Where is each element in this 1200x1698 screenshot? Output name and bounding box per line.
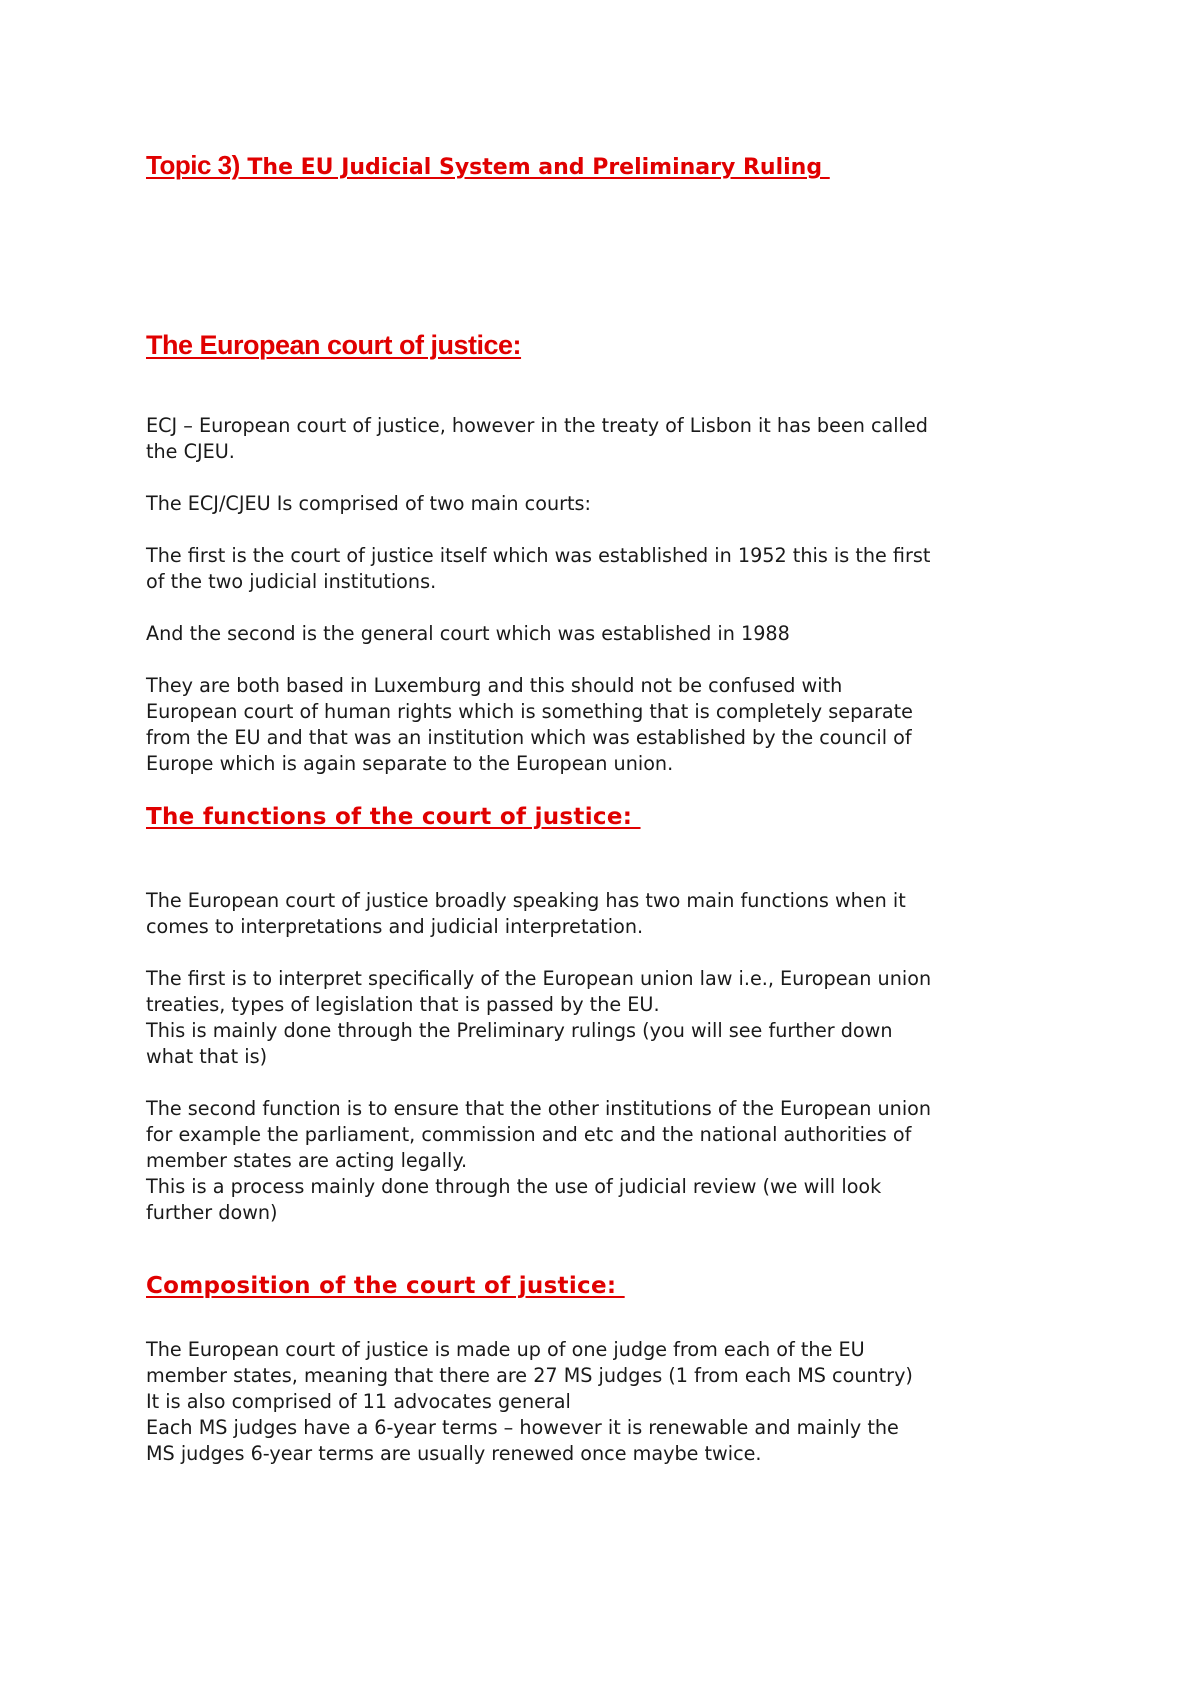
functions-paragraph-3 bbox=[146, 1096, 1076, 1226]
text-line: comes to interpretations and judicial interpretation. bbox=[146, 915, 644, 938]
section-heading-ecj: The European court of justice: bbox=[146, 330, 522, 360]
text-line: further down) bbox=[146, 1201, 278, 1224]
text-line: what that is) bbox=[146, 1045, 268, 1068]
functions-paragraph-2 bbox=[146, 966, 1076, 1070]
text-line: It is also comprised of 11 advocates general bbox=[146, 1390, 571, 1413]
text-line: The second function is to ensure that the other institutions of the European union bbox=[146, 1097, 932, 1120]
ecj-paragraph-1 bbox=[146, 413, 1076, 465]
composition-paragraph-1 bbox=[146, 1337, 1076, 1467]
text-line: This is mainly done through the Preliminary rulings (you will see further down bbox=[146, 1019, 893, 1042]
ecj-paragraph-5 bbox=[146, 673, 1076, 777]
text-line: for example the parliament, commission and etc and the national authorities of bbox=[146, 1123, 912, 1146]
text-line: from the EU and that was an institution which was established by the council of bbox=[146, 726, 912, 749]
text-line: The first is to interpret specifically of the European union law i.e., European union bbox=[146, 967, 932, 990]
text-line: ECJ – European court of justice, however in the treaty of Lisbon it has been called bbox=[146, 414, 928, 437]
document-title bbox=[146, 150, 830, 181]
text-line: The ECJ/CJEU Is comprised of two main courts: bbox=[146, 492, 591, 515]
text-line: of the two judicial institutions. bbox=[146, 570, 437, 593]
title-text: The EU Judicial System and Preliminary Ruling bbox=[239, 155, 830, 180]
section-heading-functions: The functions of the court of justice: bbox=[146, 804, 641, 830]
text-line: member states are acting legally. bbox=[146, 1149, 468, 1172]
text-line: European court of human rights which is something that is completely separate bbox=[146, 700, 913, 723]
text-line: the CJEU. bbox=[146, 440, 235, 463]
text-line: Europe which is again separate to the European union. bbox=[146, 752, 674, 775]
title-prefix: Topic 3) bbox=[146, 150, 240, 180]
text-line: They are both based in Luxemburg and this should not be confused with bbox=[146, 674, 843, 697]
text-line: The European court of justice is made up of one judge from each of the EU bbox=[146, 1338, 865, 1361]
text-line: Each MS judges have a 6-year terms – however it is renewable and mainly the bbox=[146, 1416, 899, 1439]
text-line: treaties, types of legislation that is passed by the EU. bbox=[146, 993, 660, 1016]
text-line: The first is the court of justice itself which was established in 1952 this is the first bbox=[146, 544, 931, 567]
text-line: This is a process mainly done through the use of judicial review (we will look bbox=[146, 1175, 882, 1198]
section-heading-composition: Composition of the court of justice: bbox=[146, 1273, 625, 1299]
text-line: The European court of justice broadly speaking has two main functions when it bbox=[146, 889, 906, 912]
text-line: MS judges 6-year terms are usually renewed once maybe twice. bbox=[146, 1442, 762, 1465]
functions-paragraph-1 bbox=[146, 888, 1076, 940]
ecj-paragraph-4 bbox=[146, 621, 1076, 647]
ecj-paragraph-2 bbox=[146, 491, 1076, 517]
text-line: And the second is the general court which was established in 1988 bbox=[146, 622, 790, 645]
text-line: member states, meaning that there are 27 MS judges (1 from each MS country) bbox=[146, 1364, 913, 1387]
ecj-paragraph-3 bbox=[146, 543, 1076, 595]
